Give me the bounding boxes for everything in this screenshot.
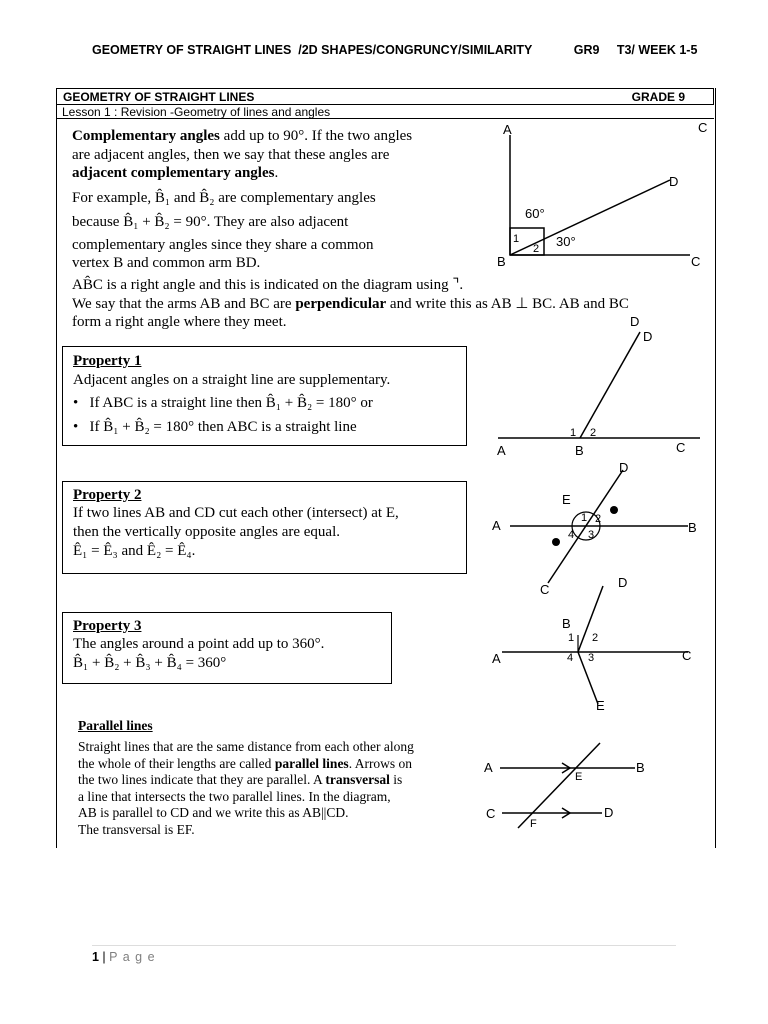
- angle-4-label: 4: [568, 529, 575, 541]
- parallel-lines-title: Parallel lines: [78, 718, 153, 733]
- text-line: add up to 90°. If the two angles: [219, 128, 413, 144]
- text-line: For example, B̂₁ and B̂₂ are complementary angles: [72, 189, 376, 206]
- property-1-bullet: • If ABC is a straight line then B̂₁ + B̂₂ = 180° or: [73, 395, 373, 411]
- property-1-box: [62, 346, 467, 446]
- angle-1-label: 1: [570, 427, 577, 439]
- text-line: complementary angles since they share a common: [72, 236, 374, 253]
- label-d: D: [618, 575, 628, 590]
- label-d: D: [619, 460, 629, 475]
- text-line: form a right angle where they meet.: [72, 314, 287, 330]
- property-3-box: [62, 612, 392, 684]
- page-number: 1: [92, 950, 99, 964]
- property-3-line: The angles around a point add up to 360°.: [73, 636, 325, 652]
- property-1-bullet: • If B̂₁ + B̂₂ = 180° then ABC is a straight line: [73, 419, 357, 435]
- angle-2-label: 2: [590, 427, 597, 439]
- diagram-angles-around-point: [488, 572, 713, 717]
- property-2-line: then the vertically opposite angles are equal.: [73, 524, 340, 540]
- label-f: F: [530, 818, 537, 830]
- label-d: D: [643, 329, 653, 344]
- angle-4-label: 4: [567, 652, 574, 664]
- label-b: B: [562, 616, 571, 631]
- property-2-box: [62, 481, 467, 574]
- label-a: A: [492, 518, 501, 533]
- perpendicular-term: perpendicular: [295, 295, 387, 312]
- label-a: A: [492, 651, 501, 666]
- label-b: B: [575, 443, 584, 458]
- bullet-text: If ABC is a straight line then B̂₁ + B̂₂ = 180° or: [89, 395, 373, 411]
- property-1-title: Property 1: [73, 353, 142, 369]
- bullet-text: If B̂₁ + B̂₂ = 180° then ABC is a straight line: [89, 419, 357, 435]
- label-b: B: [688, 520, 697, 535]
- grade-label: GRADE 9: [631, 90, 685, 104]
- text-line: We say that the arms AB and BC are: [72, 295, 296, 312]
- angle-2-label: 2: [595, 513, 602, 525]
- angle-60-label: 60°: [525, 206, 545, 221]
- text-line: the whole of their lengths are called: [78, 755, 275, 771]
- label-c: C: [676, 440, 686, 455]
- parallel-lines-section: [78, 718, 468, 838]
- text-line: is: [389, 772, 403, 787]
- property-2-line: Ê₁ = Ê₃ and Ê₂ = Ê₄.: [73, 543, 196, 559]
- text-line: . Arrows on: [348, 755, 413, 771]
- text-line: AB is parallel to CD and we write this as AB||CD.: [78, 805, 349, 820]
- text-line: AB̂C is a right angle and this is indicated on the diagram using ⌝.: [72, 277, 464, 293]
- label-a: A: [497, 443, 506, 458]
- angle-3-label: 3: [588, 529, 595, 541]
- label-a: A: [503, 122, 512, 137]
- complementary-paragraph: [72, 127, 492, 273]
- complementary-term: Complementary angles: [72, 128, 220, 144]
- angle-1-label: 1: [581, 512, 588, 524]
- document-header: GEOMETRY OF STRAIGHT LINES /2D SHAPES/CONGRUNCY/SIMILARITY GR9 T3/ WEEK 1-5: [92, 43, 698, 57]
- label-c: C: [691, 254, 701, 269]
- angle-1-label: 1: [568, 632, 575, 644]
- text-line: The transversal is EF.: [78, 821, 195, 837]
- lesson-row: [56, 104, 714, 119]
- angle-2-label: 2: [592, 632, 599, 644]
- footer-separator: |: [98, 950, 110, 964]
- label-a: A: [484, 760, 493, 775]
- property-3-line: B̂₁ + B̂₂ + B̂₃ + B̂₄ = 360°: [73, 655, 227, 671]
- angle-3-label: 3: [588, 652, 595, 664]
- label-b: B: [636, 760, 645, 775]
- property-3-title: Property 3: [73, 618, 142, 634]
- label-e: E: [575, 771, 583, 783]
- lesson-title: Lesson 1 : Revision -Geometry of lines and angles: [62, 105, 331, 119]
- text-line: because B̂₁ + B̂₂ = 90°. They are also adjacent: [72, 214, 349, 230]
- transversal-term: transversal: [325, 772, 390, 787]
- label-c: C: [486, 806, 496, 821]
- label-c-corner: C: [698, 120, 708, 135]
- label-d: D: [604, 805, 614, 820]
- label-e: E: [596, 698, 605, 713]
- property-1-line: Adjacent angles on a straight line are supplementary.: [73, 372, 391, 388]
- page-footer: [92, 950, 156, 964]
- label-c: C: [540, 582, 550, 597]
- text-line: Straight lines that are the same distance from each other along: [78, 739, 414, 754]
- section-title: GEOMETRY OF STRAIGHT LINES: [63, 90, 255, 104]
- text-line: vertex B and common arm BD.: [72, 255, 261, 271]
- label-e: E: [562, 492, 571, 507]
- diagram-complementary-angles: [490, 120, 715, 270]
- page-word: P a g e: [109, 950, 156, 964]
- text-line: .: [274, 165, 279, 181]
- text-line: are adjacent angles, then we say that these angles are: [72, 146, 390, 163]
- text-line: and write this as AB ⊥ BC. AB and BC: [386, 295, 629, 312]
- label-b: B: [497, 254, 506, 269]
- property-2-line: If two lines AB and CD cut each other (intersect) at E,: [73, 505, 399, 521]
- diagram-parallel-lines: [480, 735, 705, 835]
- property-2-title: Property 2: [73, 487, 142, 503]
- parallel-lines-term: parallel lines: [274, 755, 349, 771]
- label-d: D: [669, 174, 679, 189]
- angle-30-label: 30°: [556, 234, 576, 249]
- diagram-straight-line: [490, 314, 715, 459]
- label-d-top: D: [630, 314, 640, 329]
- footer-rule: [92, 945, 676, 946]
- label-c: C: [682, 648, 692, 663]
- title-row: [56, 88, 714, 105]
- adjacent-complementary-term: adjacent complementary angles: [72, 165, 275, 181]
- text-line: a line that intersects the two parallel lines. In the diagram,: [78, 788, 391, 804]
- angle-1-label: 1: [513, 233, 520, 245]
- text-line: the two lines indicate that they are parallel. A: [78, 772, 326, 787]
- angle-2-label: 2: [533, 243, 540, 255]
